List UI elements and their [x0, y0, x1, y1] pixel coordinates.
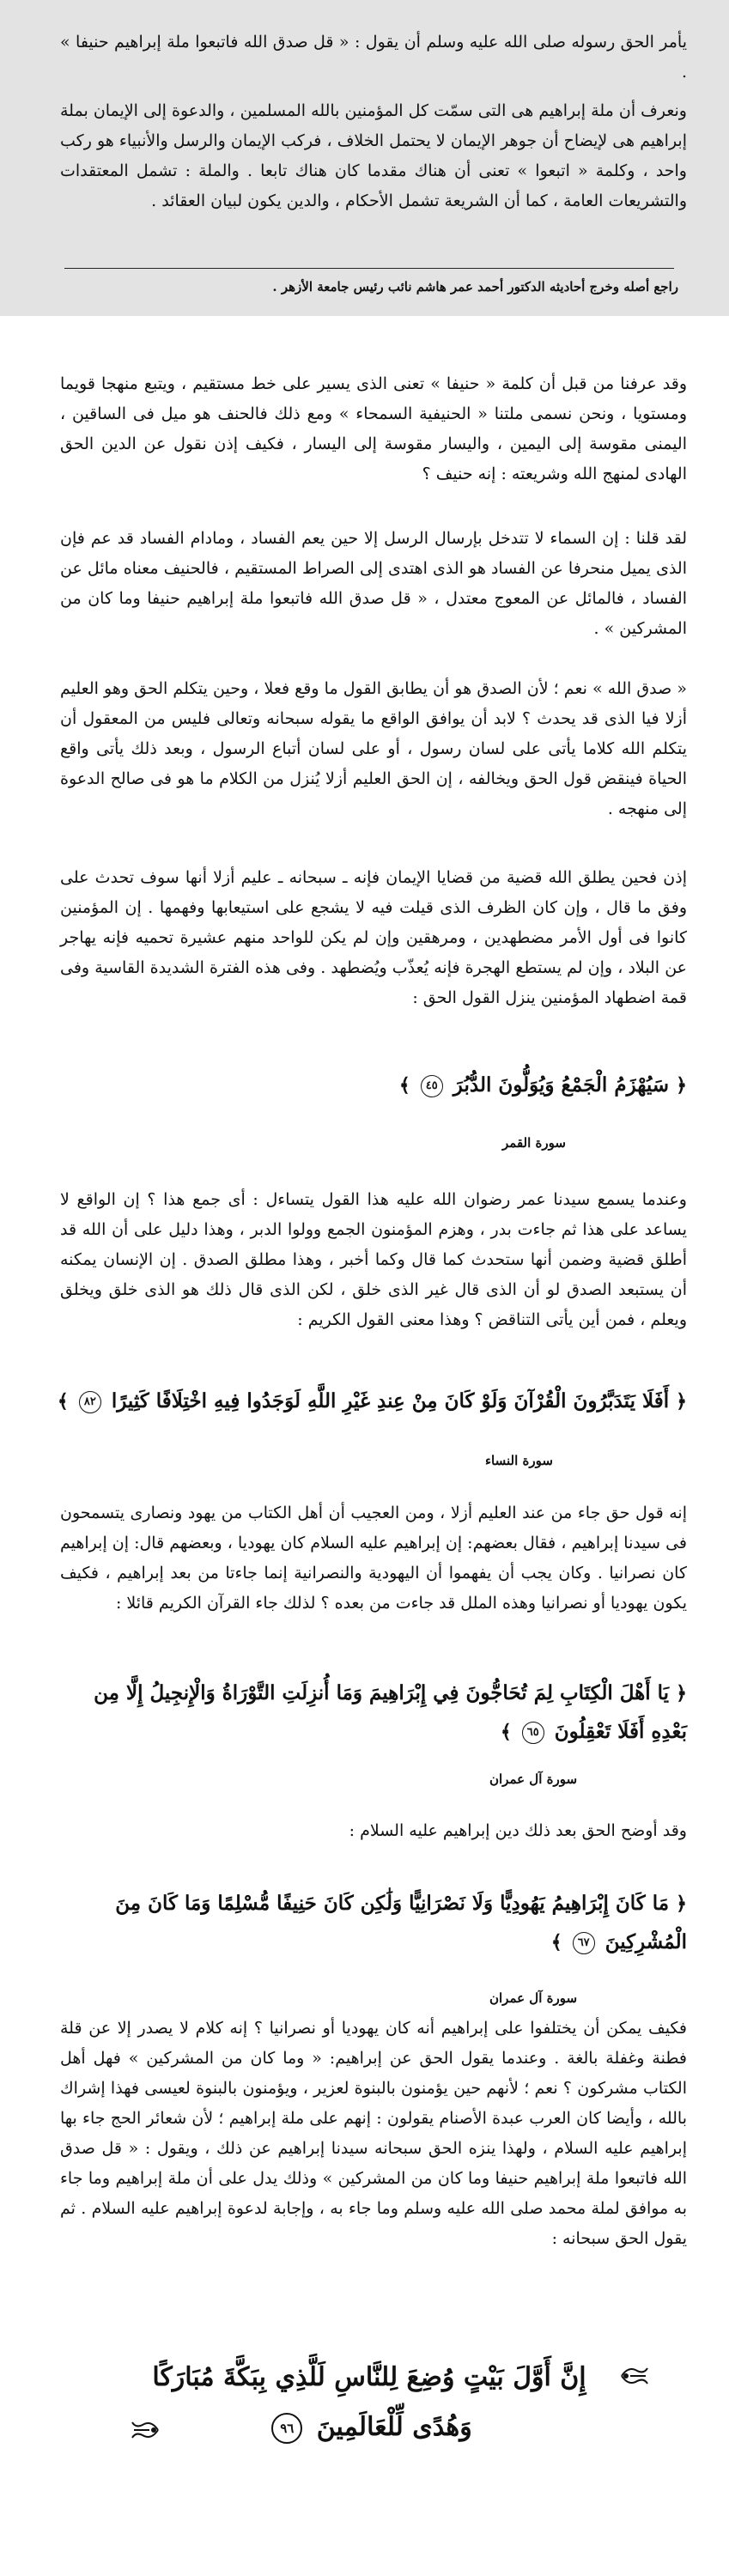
verse-number: ٨٢: [79, 1391, 101, 1413]
final-verse-line-2-text: وَهُدًى لِّلْعَالَمِينَ: [316, 2412, 472, 2442]
intro-paragraph-1: يأمر الحق رسوله صلى الله عليه وسلم أن يقول : « قل صدق الله فاتبعوا ملة إبراهيم حنيفا » .: [60, 33, 687, 82]
body-paragraph-8: فكيف يمكن أن يختلفوا على إبراهيم أنه كان يهوديا أو نصرانيا ؟ إنه كلام لا يصدر إلا عن قلة فطنة وغفلة بالغة . وعندما يقول الحق عن إبراهيم: « وما كان من المشركين » فهل أهل الكتاب مشركون ؟ نعم ؛ لأنهم حين يؤمنون بالبنوة لعزير ، ويؤمنون بالبنوة لعيسى فهذا إشراك بالله ، وأيضا كان العرب عبدة الأصنام يقولون : إنهم على ملة إبراهيم ؛ لأن شعائر الحج جاء بها إبراهيم عليه السلام ، ولهذا ينزه الحق سبحانه سيدنا إبراهيم عن ذلك ، ويقول : « قل صدق الله فاتبعوا ملة إبراهيم حنيفا وما كان من المشركين » وذلك يدل على أن ملة إبراهيم وما جاء به موافق لملة محمد صلى الله عليه وسلم وما جاء به ، وإجابة لدعوة إبراهيم عليه السلام . ثم يقول الحق سبحانه :: [60, 2019, 687, 2248]
ornate-bracket-close: ﴾: [500, 1722, 512, 1743]
verse-number: ٤٥: [421, 1075, 443, 1097]
surah-reference: سورة القمر: [502, 1135, 566, 1151]
ornate-bracket-close: ﴾: [550, 1932, 562, 1953]
ornate-bracket-open: ﴿: [676, 1893, 687, 1915]
verse-text: مَا كَانَ إِبْرَاهِيمُ يَهُودِيًّا وَلَا نَصْرَانِيًّا وَلَٰكِن كَانَ حَنِيفًا مُّسْلِمًا وَمَا كَانَ مِنَ الْمُشْرِكِينَ: [115, 1892, 687, 1953]
quran-verse-al-imran-65: [52, 1674, 687, 1752]
verse-number: ٦٧: [573, 1932, 595, 1954]
body-paragraph-6: إنه قول حق جاء من عند العليم أزلا ، ومن العجيب أن أهل الكتاب من يهود ونصارى يتسمحون فى سيدنا إبراهيم ، فقال بعضهم: إن إبراهيم عليه السلام كان يهوديا ، وبعضهم قال: إن إبراهيم كان نصرانيا . وكان يجب أن يفهموا أن اليهودية والنصرانية إنما جاءتا من بعد إبراهيم ، فكيف يكون يهوديا أو نصرانيا وهذه الملل قد جاءت من بعده ؟ لذلك جاء القرآن الكريم قائلا :: [60, 1504, 687, 1613]
final-verse-line-1: إِنَّ أَوَّلَ بَيْتٍ وُضِعَ لِلنَّاسِ لَلَّذِي بِبَكَّةَ مُبَارَكًا: [152, 2362, 586, 2392]
body-paragraph-4: إذن فحين يطلق الله قضية من قضايا الإيمان فإنه ـ سبحانه ـ عليم أزلا أنها سوف تحدث على وفق ما قال ، وإن كان الظرف الذى قيلت فيه لا يشجع على استيعابها وفهمها . إن المؤمنين كانوا فى أول الأمر مضطهدين ، ومرهقين وإن لم يكن للواحد منهم عشيرة تحميه فإنه يهاجر عن البلاد ، وإن لم يستطع الهجرة فإنه يُعذّب ويُضطهد . وفى هذه الفترة الشديدة القاسية وفى قمة اضطهاد المؤمنين ينزل القول الحق :: [60, 868, 687, 1007]
body-paragraph-1: وقد عرفنا من قبل أن كلمة « حنيفا » تعنى الذى يسير على خط مستقيم ، ويتبع منهجا قويما ومستويا ، ونحن نسمى ملتنا « الحنيفية السمحاء » ومع ذلك فالحنف هو ميل فى الساقين ، اليمنى مقوسة إلى اليمين ، واليسار مقوسة إلى اليسار ، فكيف إذن نقول عن الدين الحق الهادى لمنهج الله وشريعته : إنه حنيف ؟: [60, 374, 687, 483]
quran-verse-final: [94, 2353, 644, 2482]
ornate-bracket-close: ﴾: [398, 1075, 410, 1097]
body-paragraph-7: وقد أوضح الحق بعد ذلك دين إبراهيم عليه السلام :: [349, 1821, 687, 1840]
ornate-bracket-open: ﴿: [676, 1391, 687, 1413]
surah-reference: سورة آل عمران: [489, 1771, 578, 1787]
body-paragraph-5: وعندما يسمع سيدنا عمر رضوان الله عليه هذا القول يتساءل : أى جمع هذا ؟ إن الواقع لا يساعد على هذا ثم جاءت بدر ، وهزم المؤمنون الجمع وولوا الدبر ، وهذا دليل على أن الله قد أطلق قضية وضمن أنها ستحدث كما قال وكما أخبر ، وهذا مطلق الصدق . إن الإنسان يمكنه أن يستبعد الصدق لو أن الذى قال غير الذى خلق ، لكن الذى قال ذلك هو الذى خلق ويخلق ويعلم ، فمن أين يأتى التناقض ؟ وهذا معنى القول الكريم :: [60, 1190, 687, 1329]
ornate-bracket-close: ﴾: [57, 1391, 69, 1413]
verse-text: يَا أَهْلَ الْكِتَابِ لِمَ تُحَاجُّونَ فِي إِبْرَاهِيمَ وَمَا أُنزِلَتِ التَّوْرَاةُ وَالْإِنجِيلُ إِلَّا مِن بَعْدِهِ أَفَلَا تَعْقِلُونَ: [94, 1681, 687, 1743]
verse-text: أَفَلَا يَتَدَبَّرُونَ الْقُرْآنَ وَلَوْ كَانَ مِنْ عِندِ غَيْرِ اللَّهِ لَوَجَدُوا فِيهِ اخْتِلَافًا كَثِيرًا: [111, 1389, 670, 1413]
ornate-bracket-open: ﴿: [676, 1075, 687, 1097]
surah-reference: سورة النساء: [485, 1453, 553, 1468]
body-paragraph-2: لقد قلنا : إن السماء لا تتدخل بإرسال الرسل إلا حين يعم الفساد ، ومادام الفساد قد عم فإن الذى يميل منحرفا عن الفساد هو الذى اهتدى إلى الصراط المستقيم ، فالحنيف معناه مائل عن الفساد ، فالمائل عن المعوج معتدل ، « قل صدق الله فاتبعوا ملة إبراهيم حنيفا وما كان من المشركين » .: [60, 529, 687, 638]
surah-reference: سورة آل عمران: [489, 1990, 578, 2006]
verse-text: سَيُهْزَمُ الْجَمْعُ وَيُوَلُّونَ الدُّبُرَ: [453, 1073, 670, 1097]
verse-end-ornament-icon: [129, 2417, 161, 2443]
final-verse-line-2: [94, 2403, 644, 2452]
intro-paragraph-2: ونعرف أن ملة إبراهيم هى التى سمّت كل المؤمنين بالله المسلمين ، والدعوة إلى الإيمان بملة إبراهيم هى لإيضاح أن جوهر الإيمان لا يحتمل الخلاف ، فركب الإيمان والرسل والأنبياء هو ركب واحد ، وكلمة « اتبعوا » تعنى أن هناك مقدما كان هناك تابعا . والملة : تشمل المعتقدات والتشريعات العامة ، كما أن الشريعة تشمل الأحكام ، والدين يكون لبيان العقائد .: [60, 101, 687, 210]
footnote-divider: [64, 268, 674, 269]
ornate-bracket-open: ﴿: [676, 1683, 687, 1704]
footnote: راجع أصله وخرج أحاديثه الدكتور أحمد عمر هاشم نائب رئيس جامعة الأزهر .: [272, 279, 678, 295]
verse-number: ٩٦: [271, 2413, 302, 2444]
body-paragraph-3: « صدق الله » نعم ؛ لأن الصدق هو أن يطابق القول ما وقع فعلا ، وحين يتكلم الحق وهو العليم أزلا فيا الذى قد يحدث ؟ لابد أن يوافق الواقع ما يقوله سبحانه وتعالى فليس من المعقول أن يتكلم الله كلاما يأتى على لسان رسول ، أو على لسان أتباع الرسول ، وبعد ذلك يأتى واقع الحياة فينقض قول الحق ويخالفه ، إن الحق العليم أزلا يُنزل من الكلام ما هو فى صالح الدعوة إلى منهجه .: [60, 679, 687, 818]
quran-verse-al-imran-67: [52, 1885, 687, 1962]
verse-number: ٦٥: [522, 1722, 544, 1744]
quran-verse-nisa: [52, 1382, 687, 1421]
quran-verse-qamar: [52, 1066, 687, 1105]
